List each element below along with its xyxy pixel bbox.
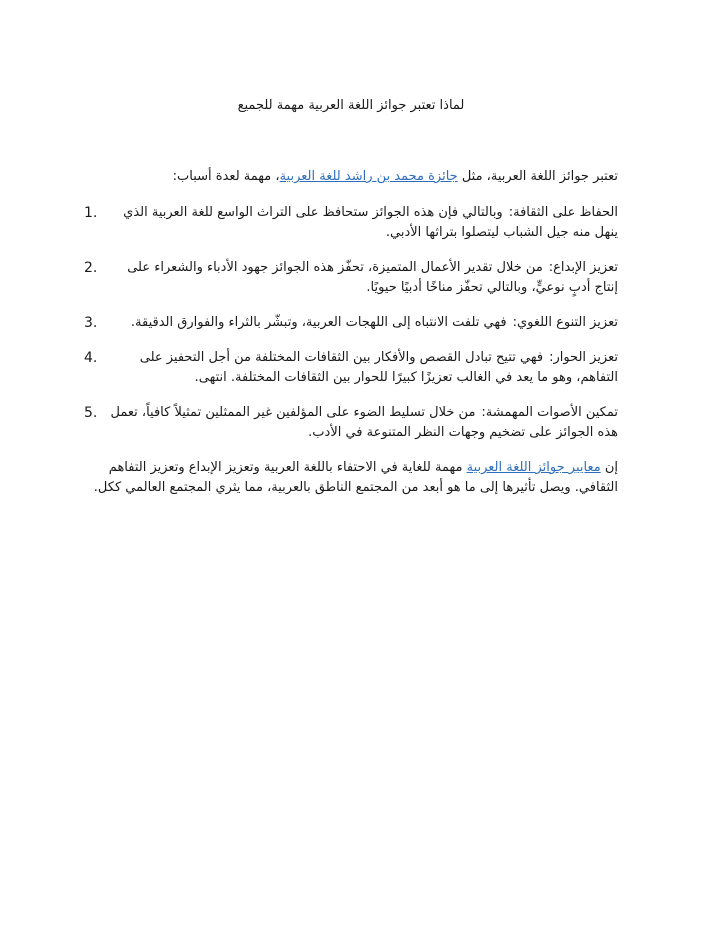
list-item-label: الحفاظ على الثقافة: <box>508 205 618 220</box>
criteria-link[interactable]: معايير جوائز اللغة العربية <box>466 460 601 475</box>
list-item-diversity <box>84 313 618 333</box>
list-item-label: تعزيز التنوع اللغوي: <box>512 315 618 330</box>
list-item-body <box>103 258 618 298</box>
intro-text-end: ، مهمة لعدة أسباب: <box>172 169 280 184</box>
list-item-number: 4. <box>84 350 98 366</box>
list-item-number: 5. <box>84 405 98 421</box>
list-item-text: من خلال تقدير الأعمال المتميزة، تحفّز هذه الجوائز جهود الأدباء والشعراء على إنتاج أدبٍ نوعيٍّ، وبالتالي تحفّز مناخًا أدبيًا حيويًا. <box>127 260 618 295</box>
list-item-label: تمكين الأصوات المهمشة: <box>481 405 618 420</box>
list-item-number: 1. <box>84 205 98 221</box>
list-item-label: تعزيز الحوار: <box>549 350 618 365</box>
list-item-body <box>103 313 618 333</box>
list-item-culture <box>84 203 618 243</box>
closing-paragraph <box>84 458 618 498</box>
intro-paragraph <box>84 167 618 187</box>
list-item-text: فهي تتيح تبادل القصص والأفكار بين الثقافات المختلفة من أجل التحفيز على التفاهم، وهو ما يعد في الغالب تعزيزًا كبيرًا للحوار بين الثقافات المختلفة. انتهى. <box>139 350 618 385</box>
list-item-body <box>103 203 618 243</box>
prize-link[interactable]: جائزة محمد بن راشد للغة العربية <box>279 169 458 184</box>
list-item-body <box>103 403 618 443</box>
list-item-number: 3. <box>84 315 98 331</box>
list-item-voices <box>84 403 618 443</box>
closing-text-end: مهمة للغاية في الاحتفاء باللغة العربية وتعزيز الإبداع وتعزيز التفاهم الثقافي. ويصل تأثيرها إلى ما هو أبعد من المجتمع الناطق بالعربية، مما يثري المجتمع العالمي ككل. <box>93 460 618 495</box>
list-item-number: 2. <box>84 260 98 276</box>
list-item-text: وبالتالي فإن هذه الجوائز ستحافظ على التراث الواسع للغة العربية الذي ينهل منه جيل الشباب ليتصلوا بتراثها الأدبي. <box>123 205 618 240</box>
list-item-dialogue <box>84 348 618 388</box>
list-item-creativity <box>84 258 618 298</box>
document-title: لماذا تعتبر جوائز اللغة العربية مهمة للجميع <box>237 98 465 113</box>
list-item-label: تعزيز الإبداع: <box>548 260 618 275</box>
list-item-body <box>103 348 618 388</box>
intro-text-start: تعتبر جوائز اللغة العربية، مثل <box>457 169 618 184</box>
list-item-text: فهي تلفت الانتباه إلى اللهجات العربية، وتبشّر بالثراء والفوارق الدقيقة. <box>130 315 507 330</box>
document-body <box>84 96 618 511</box>
closing-text-start: إن <box>600 460 618 475</box>
list-item-text: من خلال تسليط الضوء على المؤلفين غير الممثلين تمثيلاً كافياً، تعمل هذه الجوائز على تضخيم وجهات النظر المتنوعة في الأدب. <box>110 405 618 440</box>
